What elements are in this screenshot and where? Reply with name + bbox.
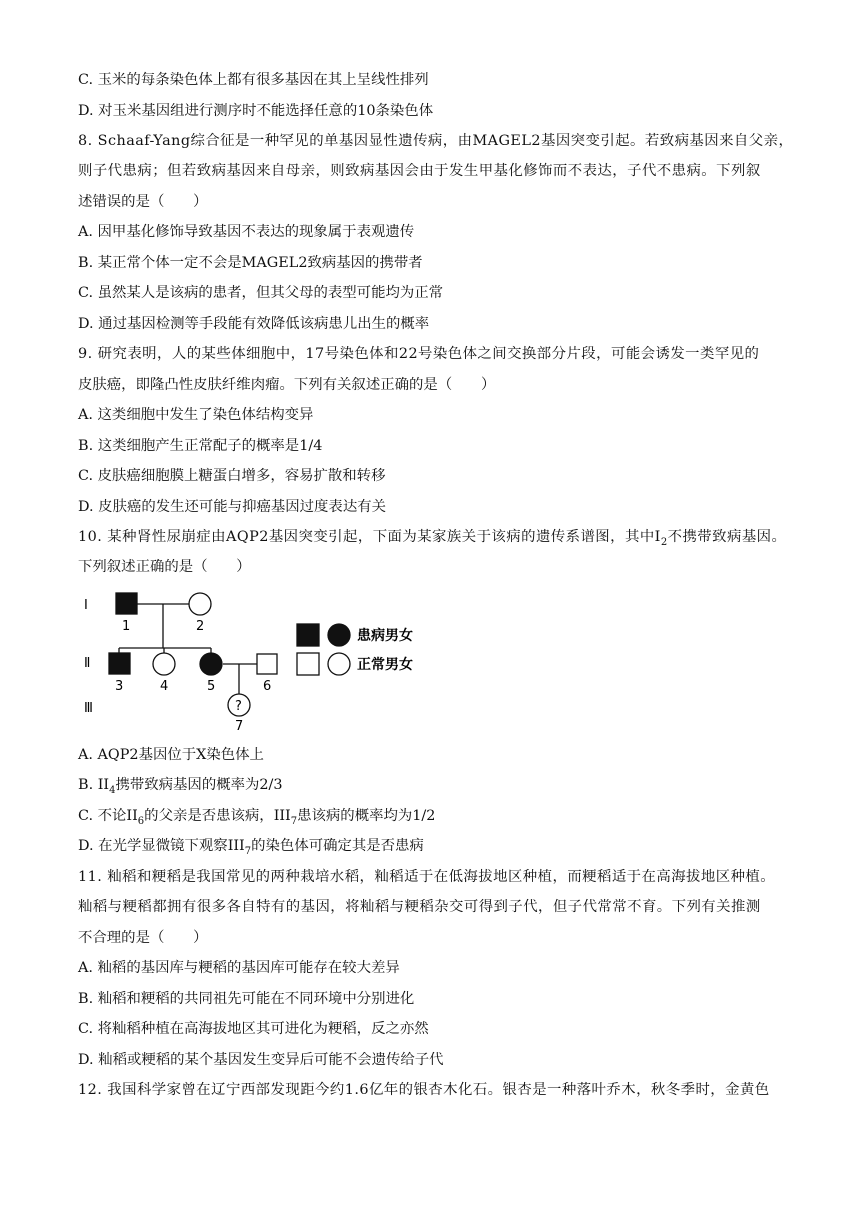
option-d: D. 在光学显微镜下观察$III_7$的染色体可确定其是否患病 — [78, 838, 424, 857]
affected-male-symbol — [116, 593, 137, 614]
option-c: C. 将籼稻种植在高海拔地区其可进化为粳稻，反之亦然 — [78, 1021, 429, 1037]
generation-label: Ⅲ — [84, 701, 93, 716]
individual-number: 5 — [207, 679, 216, 694]
option-b: B. 某正常个体一定不会是MAGEL2致病基因的携带者 — [78, 255, 423, 271]
individual-number: 7 — [235, 719, 244, 730]
legend-normal-female — [328, 653, 350, 675]
question-10-stem: 下列叙述正确的是（ ） — [78, 559, 251, 575]
option-c: C. 虽然某人是该病的患者，但其父母的表型可能均为正常 — [78, 285, 444, 301]
text-line: D. 对玉米基因组进行测序时不能选择任意的10条染色体 — [78, 103, 434, 119]
option-d: D. 皮肤癌的发生还可能与抑癌基因过度表达有关 — [78, 499, 386, 515]
legend-affected-female — [328, 624, 350, 646]
individual-number: 4 — [160, 679, 169, 694]
individual-number: 3 — [115, 679, 124, 694]
question-9-stem: 9. 研究表明，人的某些体细胞中，17号染色体和22号染色体之间交换部分片段，可能会诱发一类罕见的 — [78, 346, 760, 362]
individual-number: 2 — [196, 619, 205, 634]
legend-affected-label: 患病男女 — [357, 628, 413, 644]
option-a: A. 这类细胞中发生了染色体结构变异 — [78, 407, 314, 423]
option-c: C. 不论$II_6$的父亲是否患该病，$III_7$患该病的概率均为1/2 — [78, 808, 436, 827]
question-11-stem: 籼稻与粳稻都拥有很多各自特有的基因，将籼稻与粳稻杂交可得到子代，但子代常常不育。下列有关推测 — [78, 899, 761, 915]
individual-number: 6 — [263, 679, 272, 694]
pedigree-chart — [78, 585, 438, 730]
normal-female-symbol — [189, 593, 211, 615]
option-a: A. 因甲基化修饰导致基因不表达的现象属于表观遗传 — [78, 224, 415, 240]
option-d: D. 通过基因检测等手段能有效降低该病患儿出生的概率 — [78, 316, 430, 332]
generation-label: Ⅱ — [84, 656, 91, 671]
affected-female-symbol — [200, 653, 222, 675]
question-8-stem: 8. Schaaf-Yang综合征是一种罕见的单基因显性遗传病，由MAGEL2基因突变引起。若致病基因来自父亲， — [78, 133, 794, 149]
question-10-stem: 10. 某种肾性尿崩症由AQP2基因突变引起，下面为某家族关于该病的遗传系谱图，其中$I_2$不携带致病基因。 — [78, 529, 787, 548]
normal-male-symbol — [257, 654, 277, 674]
legend-affected-male — [297, 624, 319, 646]
question-8-stem: 则子代患病；但若致病基因来自母亲，则致病基因会由于发生甲基化修饰而不表达，子代不患病。下列叙 — [78, 163, 761, 179]
option-b: B. 这类细胞产生正常配子的概率是1/4 — [78, 438, 323, 454]
text-line: C. 玉米的每条染色体上都有很多基因在其上呈线性排列 — [78, 72, 429, 88]
option-b: B. $II_4$携带致病基因的概率为2/3 — [78, 777, 283, 796]
option-c: C. 皮肤癌细胞膜上糖蛋白增多，容易扩散和转移 — [78, 468, 386, 484]
generation-label: Ⅰ — [84, 598, 88, 613]
question-11-stem: 11. 籼稻和粳稻是我国常见的两种栽培水稻，籼稻适于在低海拔地区种植，而粳稻适于在高海拔地区种植。 — [78, 869, 776, 885]
option-d: D. 籼稻或粳稻的某个基因发生变异后可能不会遗传给子代 — [78, 1052, 444, 1068]
individual-number: 1 — [122, 619, 131, 634]
legend-normal-male — [297, 653, 319, 675]
question-11-stem: 不合理的是（ ） — [78, 930, 208, 946]
question-8-stem: 述错误的是（ ） — [78, 194, 208, 210]
question-12-stem: 12. 我国科学家曾在辽宁西部发现距今约1.6亿年的银杏木化石。银杏是一种落叶乔木，秋冬季时，金黄色 — [78, 1082, 770, 1098]
option-a: A. 籼稻的基因库与粳稻的基因库可能存在较大差异 — [78, 960, 400, 976]
affected-male-symbol — [109, 653, 130, 674]
normal-female-symbol — [153, 653, 175, 675]
option-b: B. 籼稻和粳稻的共同祖先可能在不同环境中分别进化 — [78, 991, 415, 1007]
legend-normal-label: 正常男女 — [357, 657, 413, 673]
option-a: A. AQP2基因位于X染色体上 — [78, 747, 264, 763]
unknown-mark: ? — [235, 699, 242, 714]
question-9-stem: 皮肤癌，即隆凸性皮肤纤维肉瘤。下列有关叙述正确的是（ ） — [78, 377, 496, 393]
